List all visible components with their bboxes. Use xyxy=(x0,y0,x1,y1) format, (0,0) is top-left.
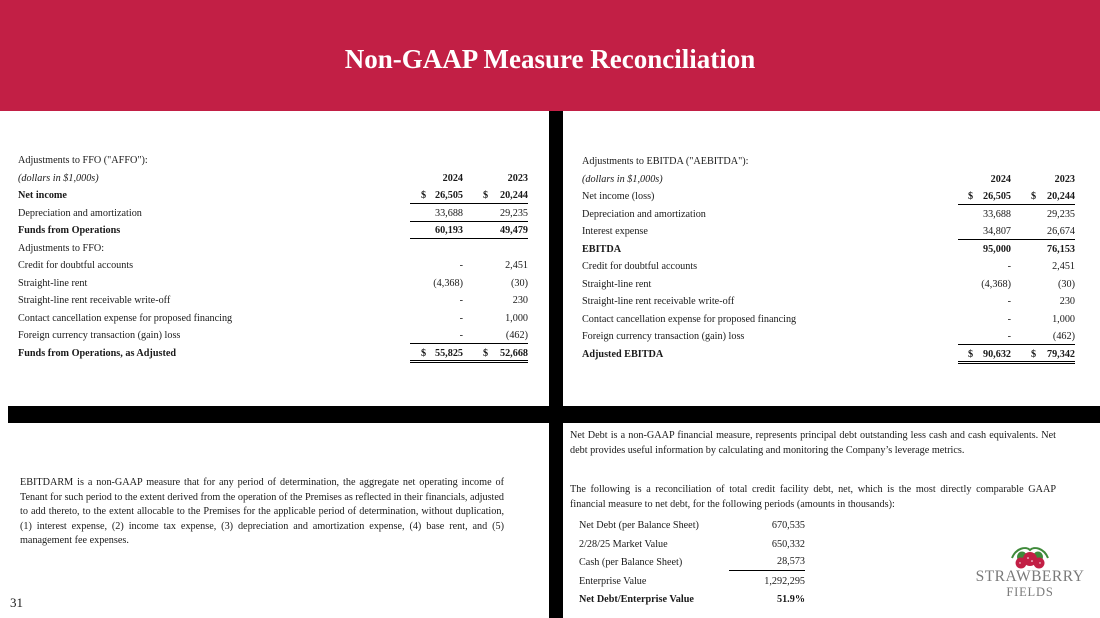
affo-value-2023: 2,451 xyxy=(505,260,528,271)
aebitda-value-2023: 230 xyxy=(1059,296,1075,307)
aebitda-value-2024: - xyxy=(1007,261,1011,272)
net-debt-row-label: Net Debt/Enterprise Value xyxy=(579,594,694,605)
aebitda-heading-row xyxy=(582,153,1076,171)
aebitda-value-2023: 26,674 xyxy=(1046,226,1075,237)
affo-row-label: Straight-line rent receivable write-off xyxy=(18,295,171,306)
net-debt-row xyxy=(579,517,809,536)
net-debt-row-label: Net Debt (per Balance Sheet) xyxy=(579,520,699,531)
net-debt-row-label: Enterprise Value xyxy=(579,575,647,587)
aebitda-value-2024: - xyxy=(1007,331,1011,342)
aebitda-row-label: Contact cancellation expense for proposed financing xyxy=(582,313,797,325)
aebitda-dollar-sign: $ xyxy=(1031,191,1037,202)
aebitda-row xyxy=(582,188,1076,206)
aebitda-row xyxy=(582,346,1076,364)
aebitda-row-label: Foreign currency transaction (gain) loss xyxy=(582,331,745,342)
affo-value-2024: 55,825 xyxy=(434,347,463,359)
affo-table xyxy=(18,152,528,362)
aebitda-value-2023: 76,153 xyxy=(1046,243,1075,255)
affo-value-2023: 1,000 xyxy=(505,312,528,324)
affo-value-2023: 52,668 xyxy=(499,347,528,359)
affo-value-2024: - xyxy=(459,312,463,324)
affo-heading: Adjustments to FFO ("AFFO"): xyxy=(18,155,148,166)
affo-value-2024: 60,193 xyxy=(434,225,463,236)
affo-heading-row xyxy=(18,152,511,170)
aebitda-value-2024: 95,000 xyxy=(982,243,1011,255)
net-debt-reconciliation-intro: The following is a reconciliation of total credit facility debt, net, which is the most directly comparable GAAP financial measure to net debt, for the following periods (amounts in thousands): xyxy=(570,484,1056,510)
aebitda-value-2024: - xyxy=(1007,296,1011,307)
vertical-divider xyxy=(549,111,563,406)
affo-dollar-sign: $ xyxy=(421,347,427,359)
affo-value-2024: 33,688 xyxy=(434,207,463,219)
aebitda-value-2023: 79,342 xyxy=(1046,348,1075,360)
aebitda-value-2023: (462) xyxy=(1052,331,1075,342)
net-debt-table xyxy=(579,517,809,610)
affo-row-label: Depreciation and amortization xyxy=(18,207,142,219)
ebitdarm-definition: EBITDARM is a non-GAAP measure that for any period of determination, the aggregate net operating income of Tenant for such period to the extent derived from the operation of the Premises as reflected in their financials, adjusted to add thereto, to the extent allocable to the Premises for the applicable period of determination, without duplication, (1) interest expense, (2) income tax expense, (3) depreciation and amortization expense, (4) base rent, and (5) management fee expenses. xyxy=(20,477,504,547)
aebitda-year-2023: 2023 xyxy=(1054,173,1075,185)
aebitda-row-label: Straight-line rent xyxy=(582,278,652,290)
affo-row xyxy=(18,187,528,205)
affo-value-2024: - xyxy=(459,260,463,271)
aebitda-dollar-sign: $ xyxy=(968,348,974,360)
affo-value-2024: (4,368) xyxy=(433,277,463,289)
logo-line-2: FIELDS xyxy=(1006,585,1054,599)
vertical-divider-lower xyxy=(549,423,563,618)
aebitda-units-row xyxy=(582,171,1076,189)
net-debt-definition: Net Debt is a non-GAAP financial measure, represents principal debt outstanding less cash and cash equivalents. Net debt provides useful information by calculating and monitoring the Company’s leverage metrics. xyxy=(570,430,1056,456)
affo-value-2023: 49,479 xyxy=(499,225,528,236)
affo-row xyxy=(18,275,528,293)
aebitda-value-2024: 33,688 xyxy=(982,208,1011,220)
affo-row-label: Funds from Operations, as Adjusted xyxy=(18,347,177,359)
affo-dollar-sign: $ xyxy=(483,347,489,359)
affo-dollar-sign: $ xyxy=(421,190,427,201)
affo-row xyxy=(18,292,528,310)
aebitda-row xyxy=(582,206,1076,224)
aebitda-value-2024: 90,632 xyxy=(982,348,1011,360)
affo-value-2023: (462) xyxy=(505,330,528,341)
affo-row-label: Contact cancellation expense for proposed financing xyxy=(18,312,233,324)
net-debt-row-value: 670,535 xyxy=(771,520,805,531)
net-debt-row xyxy=(579,573,809,592)
affo-units-row xyxy=(18,170,528,188)
aebitda-units: (dollars in $1,000s) xyxy=(582,173,663,185)
affo-dollar-sign: $ xyxy=(483,190,489,201)
affo-row-label: Funds from Operations xyxy=(18,225,121,236)
affo-row-label: Credit for doubtful accounts xyxy=(18,260,134,271)
affo-row xyxy=(18,240,511,258)
affo-row xyxy=(18,257,528,275)
net-debt-row xyxy=(579,536,809,555)
net-debt-row-value: 650,332 xyxy=(771,538,805,550)
net-debt-row xyxy=(579,591,809,610)
aebitda-value-2023: 20,244 xyxy=(1046,191,1075,202)
page-number: 31 xyxy=(10,595,23,610)
aebitda-value-2024: - xyxy=(1007,313,1011,325)
aebitda-row xyxy=(582,276,1076,294)
aebitda-row-label: Adjusted EBITDA xyxy=(582,348,664,360)
affo-row xyxy=(18,327,528,345)
aebitda-row-label: Straight-line rent receivable write-off xyxy=(582,296,735,307)
affo-value-2024: - xyxy=(459,330,463,341)
aebitda-dollar-sign: $ xyxy=(1031,348,1037,360)
aebitda-value-2023: 29,235 xyxy=(1046,208,1075,220)
affo-value-2023: 230 xyxy=(512,295,528,306)
aebitda-row-label: EBITDA xyxy=(582,243,622,255)
logo-line-1: STRAWBERRY xyxy=(975,568,1085,585)
affo-value-2024: 26,505 xyxy=(434,190,463,201)
net-debt-row-value: 51.9% xyxy=(776,594,805,605)
aebitda-row xyxy=(582,328,1076,346)
affo-value-2023: 29,235 xyxy=(499,207,528,219)
aebitda-dollar-sign: $ xyxy=(968,191,974,202)
aebitda-value-2024: 26,505 xyxy=(982,191,1011,202)
affo-row-label: Net income xyxy=(18,190,67,201)
affo-value-2023: 20,244 xyxy=(499,190,528,201)
aebitda-row-label: Depreciation and amortization xyxy=(582,208,706,220)
aebitda-row xyxy=(582,293,1076,311)
affo-row xyxy=(18,205,528,223)
affo-year-2023: 2023 xyxy=(507,172,528,184)
affo-row xyxy=(18,222,528,240)
aebitda-row xyxy=(582,258,1076,276)
aebitda-year-2024: 2024 xyxy=(990,173,1011,185)
affo-row-label: Straight-line rent xyxy=(18,277,88,289)
aebitda-row xyxy=(582,311,1076,329)
affo-year-2024: 2024 xyxy=(442,172,463,184)
aebitda-row-label: Credit for doubtful accounts xyxy=(582,261,698,272)
aebitda-heading: Adjustments to EBITDA ("AEBITDA"): xyxy=(582,156,749,167)
net-debt-row-label: Cash (per Balance Sheet) xyxy=(579,557,683,568)
aebitda-value-2023: (30) xyxy=(1058,278,1075,290)
affo-row xyxy=(18,310,528,328)
affo-row xyxy=(18,345,528,363)
horizontal-divider xyxy=(8,406,1100,423)
aebitda-row xyxy=(582,223,1076,241)
aebitda-row xyxy=(582,241,1076,259)
affo-row-label: Foreign currency transaction (gain) loss xyxy=(18,330,181,341)
affo-units: (dollars in $1,000s) xyxy=(18,172,99,184)
strawberry-fields-logo xyxy=(968,544,1092,606)
aebitda-value-2023: 1,000 xyxy=(1052,313,1075,325)
aebitda-table xyxy=(582,153,1076,363)
net-debt-row-value: 1,292,295 xyxy=(764,575,805,587)
net-debt-row xyxy=(579,554,809,573)
affo-row-label: Adjustments to FFO: xyxy=(18,242,105,254)
aebitda-row-label: Interest expense xyxy=(582,226,648,237)
net-debt-row-value: 28,573 xyxy=(729,554,805,571)
aebitda-value-2023: 2,451 xyxy=(1052,261,1075,272)
aebitda-value-2024: 34,807 xyxy=(982,226,1011,237)
affo-value-2023: (30) xyxy=(511,277,528,289)
net-debt-row-label: 2/28/25 Market Value xyxy=(579,538,668,550)
page-title: Non-GAAP Measure Reconciliation xyxy=(344,44,756,74)
aebitda-row-label: Net income (loss) xyxy=(582,191,655,202)
aebitda-value-2024: (4,368) xyxy=(981,278,1011,290)
affo-value-2024: - xyxy=(459,295,463,306)
